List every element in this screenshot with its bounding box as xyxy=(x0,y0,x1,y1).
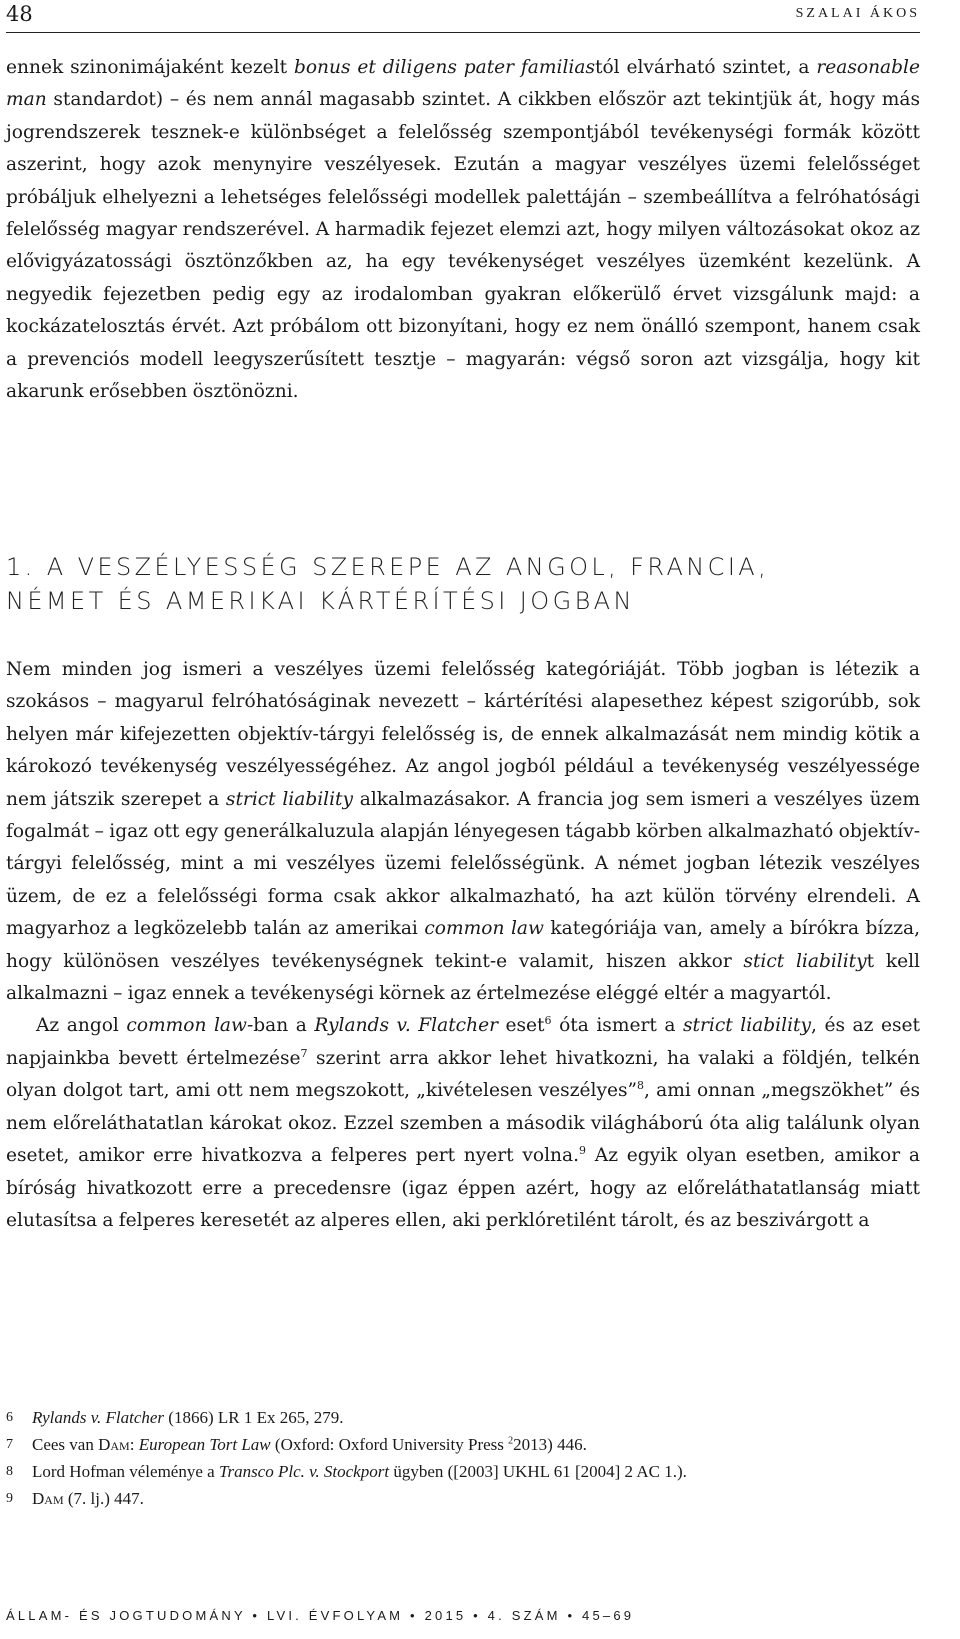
text-run: (1866) LR 1 Ex 265, 279. xyxy=(164,1408,344,1427)
italic-term: bonus et diligens pater familias xyxy=(293,57,595,78)
text-run: szerint arra akkor lehet hivatkozni, ha valaki a földjén, telkén olyan dolgot tart, ami ott nem megszokott, „kivételesen veszélyes” xyxy=(6,1047,920,1102)
section-paragraph-1 xyxy=(6,654,920,1010)
text-run: tól elvárható szintet, a xyxy=(594,57,817,78)
text-run: eset xyxy=(497,1015,545,1037)
text-run: óta ismert a xyxy=(551,1015,684,1037)
footnote-7 xyxy=(6,1431,920,1458)
text-run: Az egyik olyan esetben, amikor a bíróság hivatkozott erre a precedensre (igaz éppen azért, hogy az előreláthatatlanság miatt elutasítsa a felperes keresetét az alperes ellen, aki perklóretilént tárolt, és az beszivárgott a xyxy=(6,1145,920,1231)
text-run: (7. lj.) 447. xyxy=(63,1489,144,1508)
intro-paragraph xyxy=(6,52,920,408)
footnote-8 xyxy=(6,1458,920,1485)
edition-superscript: 2 xyxy=(508,1435,514,1447)
italic-term: reasonable man xyxy=(6,57,920,111)
italic-term: common law xyxy=(126,1015,247,1037)
text-run: standardot) – és nem annál magasabb szintet. A cikkben először azt tekintjük át, hogy más jogrendszerek tesznek-e különbséget a felelősség szempontjából tevékenységi formák között aszerint, hogy azok menynyire veszélyesek. Ezután a magyar veszélyes üzemi felelősséget próbáljuk elhelyezni a lehetséges felelősségi modellek palettáján – szembeállítva a felróhatósági felelősség magyar rendszerével. A harmadik fejezet elemzi azt, hogy milyen változásokat okoz az elővigyázatossági ösztönzőkben az, ha egy tevékenységet veszélyes üzemként kezelünk. A negyedik fejezetben pedig egy az irodalomban gyakran előkerülő érvet vizsgálunk majd: a kockázatelosztás érvét. Azt próbálom ott bizonyítani, hogy ez nem önálló szempont, hanem csak a prevenciós modell leegyszerűsített tesztje – magyarán: végső soron azt vizsgálja, hogy kit akarunk erősebben ösztönözni. xyxy=(6,89,920,403)
italic-term: strict liability xyxy=(683,1015,811,1037)
text-run: Az angol xyxy=(36,1015,127,1037)
section-heading xyxy=(6,550,920,618)
italic-term: Transco Plc. v. Stockport xyxy=(218,1462,390,1481)
author-name: Dam xyxy=(98,1435,130,1454)
page-number: 48 xyxy=(6,2,33,26)
section-body xyxy=(6,654,920,1237)
footnote-text xyxy=(32,1458,687,1485)
italic-term: Rylands v. Flatcher xyxy=(314,1015,498,1037)
footnote-9 xyxy=(6,1485,920,1512)
running-head-author: SZALAI ÁKOS xyxy=(795,6,920,21)
italic-term: stict liability xyxy=(743,950,867,972)
section-heading-line-1: 1. A VESZÉLYESSÉG SZEREPE AZ ANGOL, FRANCIA, xyxy=(6,553,770,581)
footnote-ref[interactable]: 7 xyxy=(300,1046,308,1060)
text-run: ennek szinonimájaként kezelt xyxy=(6,57,294,78)
footnote-number: 9 xyxy=(6,1491,13,1506)
text-run: (Oxford: Oxford University Press xyxy=(270,1435,509,1454)
author-name: Dam xyxy=(32,1489,64,1508)
footnote-text xyxy=(32,1485,144,1512)
text-run: Lord Hofman véleménye a xyxy=(32,1462,219,1481)
text-run: kategóriája van, amely a bírókra bízza, hogy különösen veszélyes tevékenységnek tekint-e valamit, hiszen akkor xyxy=(6,918,920,972)
text-run: ügyben ([2003] UKHL 61 [2004] 2 AC 1.). xyxy=(389,1462,687,1481)
footnote-6 xyxy=(6,1404,920,1431)
italic-term: European Tort Law xyxy=(138,1435,271,1454)
italic-term: Rylands v. Flatcher xyxy=(32,1408,165,1427)
footnote-ref[interactable]: 8 xyxy=(637,1079,645,1093)
footnote-number: 8 xyxy=(6,1464,13,1479)
footnotes xyxy=(6,1404,920,1512)
footnote-ref[interactable]: 6 xyxy=(544,1014,552,1028)
footnote-text xyxy=(32,1404,343,1431)
section-heading-line-2: NÉMET ÉS AMERIKAI KÁRTÉRÍTÉSI JOGBAN xyxy=(6,587,635,615)
text-run: : xyxy=(129,1435,139,1454)
text-run: t kell alkalmazni – igaz ennek a tevékenységi körnek az értelmezése eléggé eltér a magyartól. xyxy=(6,950,921,1005)
italic-term: strict liability xyxy=(225,788,354,810)
section-paragraph-2 xyxy=(6,1010,920,1237)
footnote-text xyxy=(32,1431,587,1458)
text-run: Cees van xyxy=(32,1435,99,1454)
journal-footer: ÁLLAM- ÉS JOGTUDOMÁNY • LVI. ÉVFOLYAM • 2015 • 4. SZÁM • 45–69 xyxy=(6,1608,635,1623)
text-run: 2013) 446. xyxy=(513,1435,587,1454)
intro-text xyxy=(6,52,920,408)
footnote-number: 6 xyxy=(6,1410,13,1425)
text-run: -ban a xyxy=(246,1015,315,1037)
footnote-number: 7 xyxy=(6,1437,13,1452)
page-header xyxy=(6,0,920,33)
text-run: , és az eset napjainkba bevett értelmezése xyxy=(6,1015,920,1069)
footnote-ref[interactable]: 9 xyxy=(579,1143,587,1157)
text-run: Nem minden jog ismeri a veszélyes üzemi felelősség kategóriáját. Több jogban is létezik a szokásos – magyarul felróhatóságinak nevezett – kártérítési alapesethez képest szigorúbb, sok helyen már kifejezetten objektív-tárgyi felelősség is, de ennek alkalmazását nem mindig kötik a károkozó tevékenység veszélyességéhez. Az angol jogból például a tevékenység veszélyessége nem játszik szerepet a xyxy=(6,659,920,810)
text-run: , ami onnan „megszökhet” és nem előreláthatatlan károkat okoz. Ezzel szemben a második világháború óta alig találunk olyan esetet, amikor erre hivatkozva a felperes pert nyert volna. xyxy=(6,1080,920,1167)
italic-term: common law xyxy=(424,918,544,940)
text-run: alkalmazásakor. A francia jog sem ismeri a veszélyes üzem fogalmát – igaz ott egy generálkaluzula alapján lényegesen tágabb körben alkalmazható objektív-tárgyi felelősség, mint a mi veszélyes üzemi felelősségünk. A német jogban létezik veszélyes üzem, de ez a felelősségi forma csak akkor alkalmazható, ha azt külön törvény elrendeli. A magyarhoz a legközelebb talán az amerikai xyxy=(6,788,921,940)
